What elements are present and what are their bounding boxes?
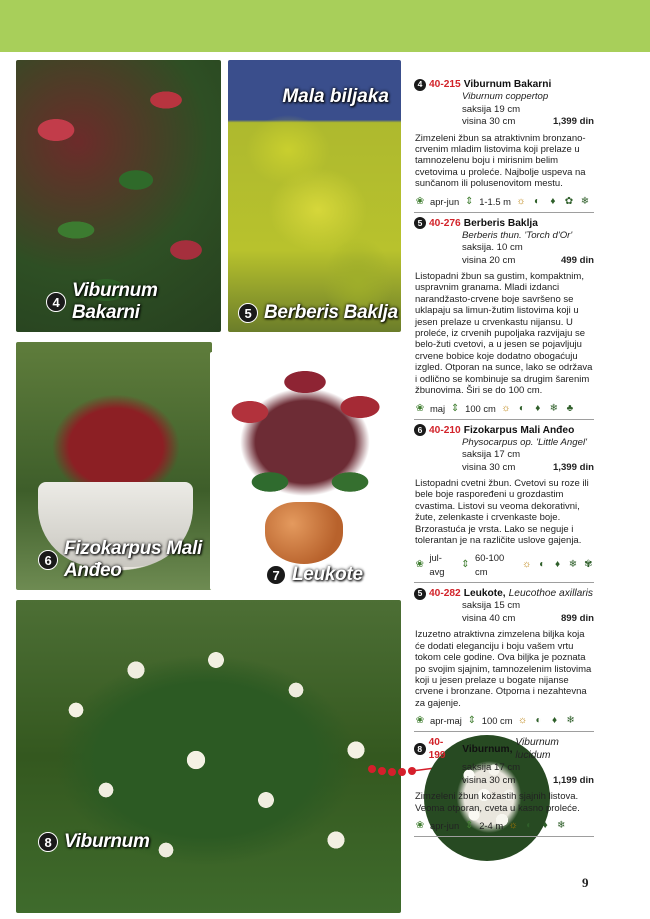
drop-icon: ♦: [551, 715, 558, 727]
sun-icon: ☼: [516, 195, 526, 207]
product-number-badge: 5: [414, 217, 426, 229]
frost-icon: ❄: [556, 820, 566, 832]
frost-icon: ❄: [568, 559, 578, 571]
product-pot-size: saksija 19 cm: [462, 103, 521, 115]
product-price-row: [414, 775, 594, 788]
product-number-badge: 8: [414, 743, 426, 755]
drop-icon: ♦: [542, 820, 548, 832]
product-care-icons: [414, 195, 594, 213]
plant-size: 100 cm: [481, 715, 513, 727]
photo-berberis-baklja: [228, 60, 401, 332]
product-number-badge: 5: [414, 588, 426, 600]
product-price: 1,399 din: [552, 461, 594, 473]
product-code: 40-282: [429, 588, 461, 600]
photo-number-badge: 8: [38, 832, 58, 852]
half-shade-icon: ◐: [518, 402, 525, 414]
plant-size: 2-4 m: [479, 820, 504, 832]
photo-caption: [38, 538, 212, 582]
photo-number-badge: 5: [238, 303, 258, 323]
foliage-shape: [210, 352, 400, 522]
half-shade-icon: ◐: [526, 820, 533, 832]
product-name: Fizokarpus Mali Anđeo: [463, 424, 575, 436]
plant-size: 60-100 cm: [475, 552, 505, 578]
flower-icon: ✿: [564, 195, 574, 207]
plant-size: 100 cm: [465, 402, 496, 414]
product-description: Zimzeleni žbun sa atraktivnim bronzano-crvenim mladim listovima koji prelaze u tamnozelenu boju i mirisnim belim cvetovima u proleće. Najbolje uspeva na sunčanom ili polusenovitom mestu.: [415, 132, 586, 190]
product-code: 40-215: [429, 79, 461, 90]
sun-icon: ☼: [508, 820, 518, 832]
product-name: Berberis Baklja: [463, 217, 538, 229]
product-entry: [414, 217, 594, 420]
photo-number-badge: 6: [38, 550, 58, 570]
product-header: [414, 424, 594, 437]
product-number-badge: 6: [414, 424, 426, 436]
photo-caption-text: Viburnum: [64, 831, 150, 852]
photo-caption-text: Leukote: [292, 564, 363, 585]
page-number: 9: [582, 875, 589, 890]
product-care-icons: [414, 551, 594, 583]
product-entry: [414, 78, 594, 213]
half-shade-icon: ◐: [535, 715, 542, 727]
photo-caption: [38, 831, 150, 853]
product-latin-inline: Viburnum lucidum: [515, 737, 559, 762]
product-code: 40-276: [429, 217, 461, 229]
header-band: [0, 0, 650, 52]
product-height: visina 20 cm: [462, 254, 516, 266]
product-description: Listopadni žbun sa gustim, kompaktnim, uspravnim granama. Mladi izdanci narandžasto-crvene boje savršeno se uklapaju sa limun-žutim listovima koji u jesen prelaze u crvenkastu nijansu. U proleće, iz crvenih pupoljaka razvijaju se belo-žuti cvetovi, a u jesen se pojavljuju crvene bobice koje dodatno obogaćuju izgled. Otporan na sunce, lako se održava i odlično se kombinuje sa drugim šarenim žbunovima. Širi se do 100 cm.: [415, 271, 593, 397]
bee-icon: ✾: [584, 559, 593, 571]
flower-calendar-icon: ❀: [415, 559, 424, 571]
product-name: Leukote,: [463, 588, 506, 600]
photo-caption-text: Berberis Baklja: [264, 302, 398, 323]
product-price: 899 din: [560, 612, 594, 624]
photo-caption: [266, 564, 363, 586]
photo-caption: [238, 302, 398, 324]
product-description: Izuzetno atraktivna zimzelena biljka koja će dodati eleganciju i boju vašem vrtu tokom cele godine. Ova biljka je poznata po svojim sjajnim, tamnozelenim listovima koji u jesen prelaze u bogate nijanse crvene i bronzane. Otporna i nezahtevna za gajenje.: [415, 629, 592, 709]
flowering-period: jul-avg: [429, 552, 445, 578]
sun-icon: ☼: [501, 402, 511, 414]
sun-icon: ☼: [517, 715, 528, 727]
product-header: [414, 587, 594, 600]
photo-number-badge: 7: [266, 565, 286, 585]
flowering-period: apr-maj: [430, 715, 462, 727]
frost-icon: ❄: [580, 195, 590, 207]
frost-icon: ❄: [549, 402, 559, 414]
plant-size-icon: ⇕: [467, 715, 476, 727]
product-care-icons: [414, 819, 594, 837]
flower-calendar-icon: ❀: [415, 715, 425, 727]
product-entry: [414, 587, 594, 732]
frost-icon: ❄: [566, 715, 575, 727]
plant-size-icon: ⇕: [464, 195, 474, 207]
product-price-row: [414, 116, 594, 129]
flower-calendar-icon: ❀: [415, 820, 425, 832]
photo-fizokarpus: [16, 342, 212, 590]
product-number-badge: 4: [414, 79, 426, 91]
product-header: [414, 217, 594, 230]
photo-caption-text: Fizokarpus Mali Anđeo: [64, 538, 203, 581]
product-header: [414, 78, 594, 91]
product-latin-name: Viburnum coppertop: [462, 91, 549, 102]
photo-number-badge: 4: [46, 292, 66, 312]
product-latin-name: Berberis thun. 'Torch d'Or': [462, 229, 573, 241]
product-pot-size: saksija. 10 cm: [462, 242, 523, 254]
photo-viburnum-bakarni: [16, 60, 221, 332]
product-price-row: [414, 462, 594, 475]
product-care-icons: [414, 714, 594, 732]
product-price: 1,199 din: [552, 774, 594, 786]
plant-size: 1-1.5 m: [479, 195, 511, 207]
product-care-icons: [414, 402, 594, 420]
product-pot-size: saksija 17 cm: [462, 449, 521, 460]
product-latin-name: Physocarpus op. 'Little Angel': [462, 436, 587, 448]
flower-calendar-icon: ❀: [415, 195, 425, 207]
plant-size-icon: ⇕: [461, 559, 470, 571]
product-latin-inline: Leucothoe axillaris: [508, 588, 594, 600]
product-price: 499 din: [560, 254, 594, 266]
product-entry: [414, 424, 594, 584]
drop-icon: ♦: [554, 559, 561, 571]
plant-size-icon: ⇕: [450, 402, 460, 414]
product-pot-size: saksija 17 cm: [462, 762, 521, 774]
photo-top-caption: Mala biljaka: [282, 86, 389, 107]
half-shade-icon: ◐: [533, 195, 540, 207]
photo-leukote: [210, 352, 400, 590]
drop-icon: ♦: [535, 402, 541, 414]
sun-icon: ☼: [522, 559, 532, 571]
flowering-period: apr-jun: [430, 195, 460, 207]
plant-size-icon: ⇕: [464, 820, 474, 832]
flowering-period: maj: [430, 402, 446, 414]
product-header: [414, 736, 594, 762]
product-entry: [414, 736, 594, 837]
product-height: visina 40 cm: [462, 612, 516, 624]
photo-caption-text: Viburnum Bakarni: [72, 280, 158, 323]
product-name: Viburnum,: [462, 743, 513, 755]
product-pot-size: saksija 15 cm: [462, 600, 521, 612]
half-shade-icon: ◐: [539, 559, 546, 571]
product-name: Viburnum Bakarni: [463, 79, 552, 90]
product-price-row: [414, 613, 594, 626]
photo-caption: [46, 280, 221, 324]
drop-icon: ♦: [550, 195, 556, 207]
flowering-period: apr-jun: [430, 820, 460, 832]
flower-calendar-icon: ❀: [415, 402, 425, 414]
product-code: 40-210: [429, 424, 461, 436]
product-height: visina 30 cm: [462, 461, 516, 473]
gardener-icon: ♣: [566, 402, 574, 414]
product-height: visina 30 cm: [462, 116, 516, 127]
product-height: visina 30 cm: [462, 774, 516, 786]
product-code: 40-199: [428, 737, 446, 762]
product-column: [414, 78, 594, 841]
product-description: Zimzeleni žbun kožastih sjajnih listova. Veoma otporan, cveta u kasno proleće.: [415, 791, 580, 814]
product-price: 1,399 din: [552, 116, 594, 127]
pot-shape: [265, 502, 343, 564]
photo-viburnum: [16, 600, 401, 913]
product-description: Listopadni cvetni žbun. Cvetovi su roze ili bele boje raspoređeni u grozdastim cvastima. Listovi su veoma dekorativni, žute, zelenkaste i crvenkaste boje. Brzorastuća je vrsta. Lako se neguje i tolerantan je na različite uslove gajenja.: [415, 478, 589, 547]
product-price-row: [414, 255, 594, 268]
